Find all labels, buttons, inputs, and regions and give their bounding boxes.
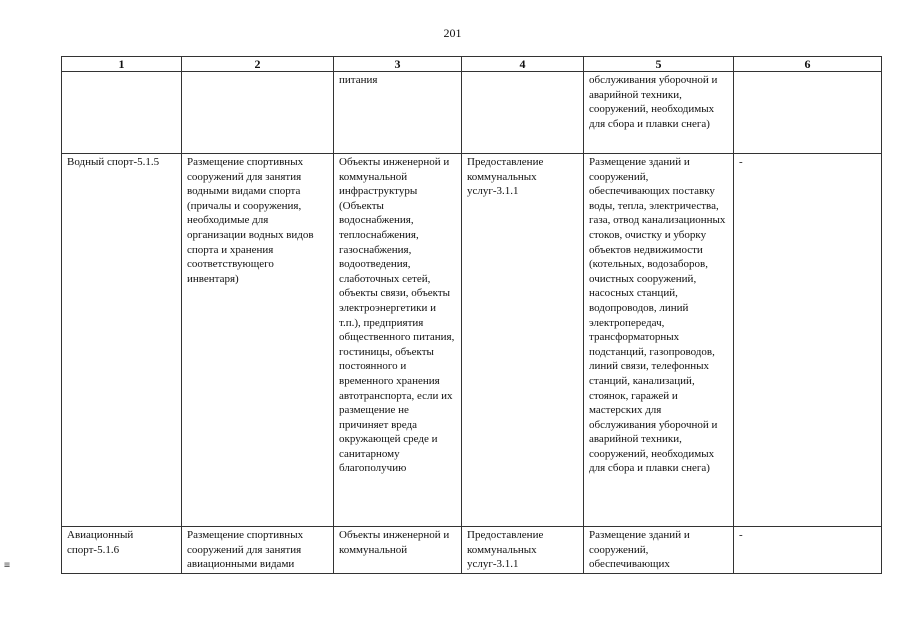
cell-notes [734,72,882,154]
header-col-6: 6 [734,57,882,72]
header-row [62,57,882,72]
cell-auxiliary-use: Предоставление коммунальных услуг-3.1.1 [462,154,584,527]
header-col-3: 3 [334,57,462,72]
cell-description: Размещение спортивных сооружений для занятия водными видами спорта (причалы и сооружения, необходимые для организации водных видов спорта и хранения соответствующего инвентаря) [182,154,334,527]
header-col-2: 2 [182,57,334,72]
cell-description [182,72,334,154]
cell-notes: - [734,527,882,574]
cell-description: Размещение спортивных сооружений для занятия авиационными видами [182,527,334,574]
cell-auxiliary-description: Размещение зданий и сооружений, обеспечивающих поставку воды, тепла, электричества, газа, отвод канализационных стоков, очистку и уборку объектов недвижимости (котельных, водозаборов, очистных сооружений, насосных станций, водопроводов, линий электропередач, трансформаторных подстанций, газопроводов, линий связи, телефонных станций, канализаций, стоянок, гаражей и мастерских для обслуживания уборочной и аварийной техники, сооружений, необходимых для сбора и плавки снега) [584,154,734,527]
header-col-5: 5 [584,57,734,72]
cell-use-type [62,72,182,154]
cell-auxiliary-objects: питания [334,72,462,154]
table-row [62,527,882,574]
regulations-table [61,56,882,574]
cell-auxiliary-use: Предоставление коммунальных услуг-3.1.1 [462,527,584,574]
table-row [62,154,882,527]
cell-notes: - [734,154,882,527]
cell-auxiliary-objects: Объекты инженерной и коммунальной инфраструктуры (Объекты водоснабжения, теплоснабжения, газоснабжения, водоотведения, слаботочных сетей, объекты связи, объекты электроэнергетики и т.п.), предприятия общественного питания, гостиницы, объекты постоянного и временного хранения автотранспорта, если их размещение не причиняет вреда окружающей среде и санитарному благополучию [334,154,462,527]
cell-auxiliary-description: Размещение зданий и сооружений, обеспечивающих [584,527,734,574]
cell-auxiliary-objects: Объекты инженерной и коммунальной [334,527,462,574]
table-row [62,72,882,154]
margin-mark: ≡ [4,560,11,571]
header-col-1: 1 [62,57,182,72]
cell-auxiliary-description: обслуживания уборочной и аварийной техники, сооружений, необходимых для сбора и плавки снега) [584,72,734,154]
cell-auxiliary-use [462,72,584,154]
cell-use-type: Авиационный спорт-5.1.6 [62,527,182,574]
header-col-4: 4 [462,57,584,72]
cell-use-type: Водный спорт-5.1.5 [62,154,182,527]
page-number: 201 [443,26,462,40]
